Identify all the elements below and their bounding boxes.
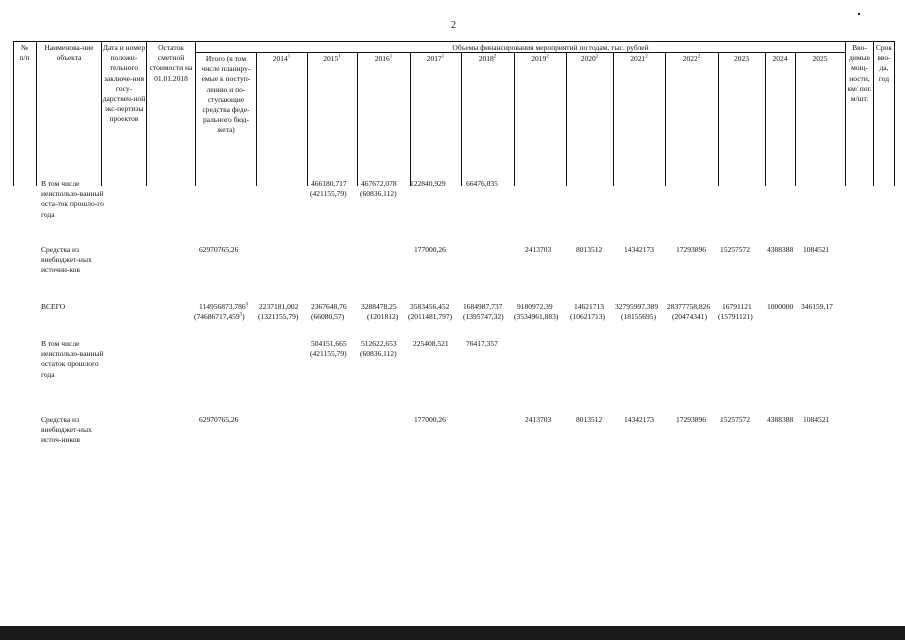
row2-2021: 14342173: [624, 245, 654, 254]
row4-2016-fed: (60836,112): [360, 349, 397, 358]
row3-2016-fed: (1201812): [367, 312, 399, 321]
header-year-2017: 2017$^1$: [426, 54, 445, 63]
row1-2015-fed: (421155,79): [310, 189, 347, 198]
row3-2015-fed: (66080,57): [311, 312, 345, 321]
header-year-2015: 2015$^1$: [323, 54, 341, 63]
row5-2024: 4388388: [767, 415, 794, 424]
row3-2025: 346159,17: [801, 302, 833, 311]
row2-2024: 4388388: [767, 245, 794, 254]
header-name: Наименова-ние объекта: [44, 43, 94, 63]
row5-2023: 15257572: [720, 415, 750, 424]
header-num: [13, 43, 36, 63]
row2-2020: 8013512: [576, 245, 603, 254]
row3-2022-fed: (20474341): [672, 312, 707, 321]
header-year-2024: 2024: [772, 54, 788, 63]
header-year-2016: 2016$^1$: [374, 54, 393, 63]
page-number: 2: [451, 20, 456, 31]
header-year-2019: 2019$^2$: [531, 54, 549, 63]
row4-2015-fed: (421155,79): [310, 349, 347, 358]
row3-2019: 9180972,39: [517, 302, 553, 311]
row3-2016: 3288478,25: [361, 302, 397, 311]
row-unused-balance-label: В том числе неиспользо-ванный оста-ток прошло-го года: [41, 179, 104, 219]
row5-2021: 14342173: [624, 415, 654, 424]
header-year-2018: 2018$^2$: [478, 54, 497, 63]
row3-2018-fed: (1395747,32): [463, 312, 504, 321]
row2-2017: 177000,26: [414, 245, 446, 254]
row2-2022: 17293896: [676, 245, 706, 254]
scan-bottom-edge: [0, 626, 905, 640]
row5-2019: 2413703: [525, 415, 552, 424]
row3-total-fed: (74686717,459$^3$): [194, 312, 245, 321]
header-year-2025: 2025: [812, 54, 828, 63]
row3-total: 114956873,786$^3$: [199, 302, 249, 311]
row3-2023-fed: (15791121): [718, 312, 753, 321]
header-year-2014: 2014$^1$: [272, 54, 291, 63]
row2-2023: 15257572: [720, 245, 750, 254]
row3-2014: 2237181,002: [259, 302, 299, 311]
row-unused-balance-2-label: В том числе неиспользо-ванный остаток прошлого года: [41, 339, 104, 379]
header-num-a: №: [20, 43, 29, 52]
row2-total: 62970765,26: [199, 245, 239, 254]
header-term: Срок вво-да, год: [875, 43, 893, 83]
header-volumes: Объемы финансирования мероприятий по годам, тыс. рублей: [452, 43, 649, 52]
header-year-2020: 2020$^2$: [580, 54, 599, 63]
row1-2018: 66476,035: [466, 179, 498, 188]
row4-2018: 76417,357: [466, 339, 498, 348]
row3-2020: 14621713: [574, 302, 604, 311]
row3-2021-fed: (18155695): [621, 312, 656, 321]
row3-2021: 32795997,389: [615, 302, 659, 311]
header-year-2022: 2022$^2$: [682, 54, 701, 63]
row5-2022: 17293896: [676, 415, 706, 424]
row5-total: 62970765,26: [199, 415, 239, 424]
row1-2016-fed: (60836,112): [360, 189, 397, 198]
row1-2015: 466180,717: [311, 179, 347, 188]
header-num-b: п/п: [19, 53, 30, 63]
row3-2018: 1684987,737: [463, 302, 503, 311]
row3-2022: 28377758,826: [667, 302, 711, 311]
row1-2017: 122840,929: [410, 179, 446, 188]
row3-2024: 1000000: [767, 302, 794, 311]
row4-2017: 225408,521: [413, 339, 449, 348]
row3-2015: 2367648,76: [311, 302, 347, 311]
row4-2015: 504151,665: [311, 339, 347, 348]
row2-2019: 2413703: [525, 245, 552, 254]
row5-2020: 8013512: [576, 415, 603, 424]
header-year-2023: 2023: [734, 54, 749, 63]
row3-2019-fed: (3534961,883): [514, 312, 559, 321]
row-offbudget-2-label: Средства из внебюджет-ных источ-ников: [41, 415, 92, 445]
header-capacity: Вво-димые мощ-ности, км/ пог. м/шт.: [847, 43, 872, 104]
row-offbudget-label: Средства из внебюджет-ных источни-ков: [41, 245, 92, 275]
header-balance: Остаток сметной стоимости на 01.01.2018: [149, 43, 193, 83]
row5-2025: 1084521: [803, 415, 830, 424]
row1-2016: 467672,078: [361, 179, 397, 188]
row3-2023: 16791121: [722, 302, 752, 311]
row4-2016: 512622,653: [361, 339, 397, 348]
row3-2020-fed: (10621713): [570, 312, 605, 321]
row3-2017: 3583456,452: [410, 302, 450, 311]
row3-2014-fed: (1321155,79): [258, 312, 299, 321]
header-total: Итого (в том числе планиру-емые к поступ-лению и по-ступающие средства феде-рального бюд-жета): [201, 54, 251, 135]
header-date: Дата и номер положи-тельного заключе-ния госу-дарствен-ной экс-пертизы проектов: [102, 43, 146, 124]
row5-2017: 177000,26: [414, 415, 446, 424]
row3-2017-fed: (2011481,797): [408, 312, 453, 321]
row2-2025: 1084521: [803, 245, 830, 254]
row-total-label: ВСЕГО: [41, 302, 66, 311]
scan-speck: [858, 13, 860, 15]
header-year-2021: 2021$^2$: [630, 54, 648, 63]
